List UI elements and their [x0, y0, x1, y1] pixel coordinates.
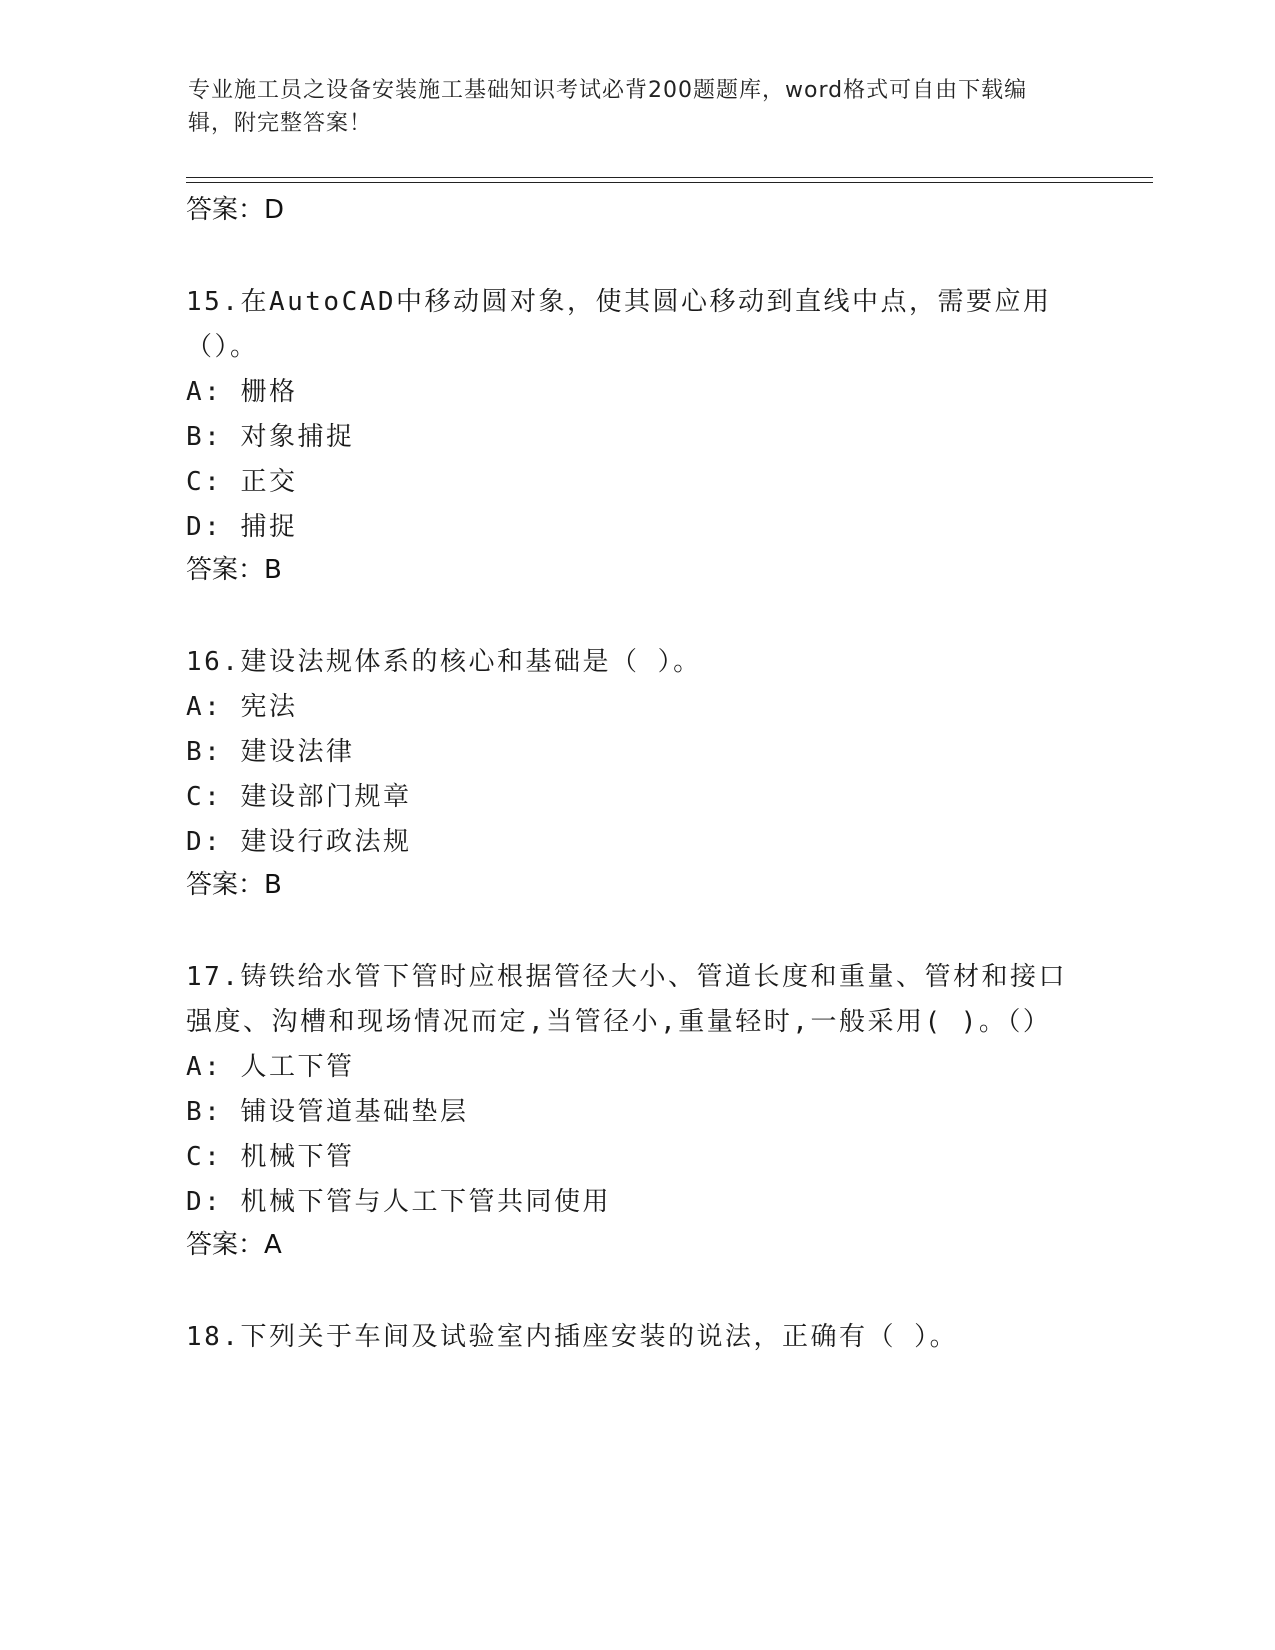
header-rule-bottom — [186, 182, 1153, 183]
question-16 — [186, 640, 1086, 909]
question-stem: 17.铸铁给水管下管时应根据管径大小、管道长度和重量、管材和接口强度、沟槽和现场情况而定,当管径小,重量轻时,一般采用( )。（） — [186, 962, 1067, 1037]
header-rule-top — [186, 177, 1153, 178]
option-a: A: 宪法 — [186, 692, 298, 722]
option-c: C: 机械下管 — [186, 1142, 355, 1172]
option-a: A: 栅格 — [186, 377, 298, 407]
answer-line: 答案：D — [186, 195, 285, 225]
question-18 — [186, 1315, 1086, 1360]
question-17 — [186, 955, 1086, 1269]
option-d: D: 建设行政法规 — [186, 827, 412, 857]
option-d: D: 机械下管与人工下管共同使用 — [186, 1187, 611, 1217]
option-b: B: 对象捕捉 — [186, 422, 355, 452]
option-c: C: 正交 — [186, 467, 298, 497]
answer-line: 答案：B — [186, 870, 282, 900]
option-c: C: 建设部门规章 — [186, 782, 412, 812]
option-a: A: 人工下管 — [186, 1052, 355, 1082]
question-list — [186, 190, 1086, 1360]
question-stem: 16.建设法规体系的核心和基础是（ ）。 — [186, 647, 702, 677]
answer-line: 答案：A — [186, 1230, 282, 1260]
question-15 — [186, 280, 1086, 594]
question-stem: 15.在AutoCAD中移动圆对象，使其圆心移动到直线中点，需要应用（）。 — [186, 287, 1052, 362]
option-b: B: 建设法律 — [186, 737, 355, 767]
document-header: 专业施工员之设备安装施工基础知识考试必背200题题库，word格式可自由下载编辑，附完整答案！ — [188, 78, 1028, 136]
question-stem: 18.下列关于车间及试验室内插座安装的说法，正确有（ ）。 — [186, 1322, 959, 1352]
option-b: B: 铺设管道基础垫层 — [186, 1097, 469, 1127]
answer-line: 答案：B — [186, 555, 282, 585]
option-d: D: 捕捉 — [186, 512, 298, 542]
